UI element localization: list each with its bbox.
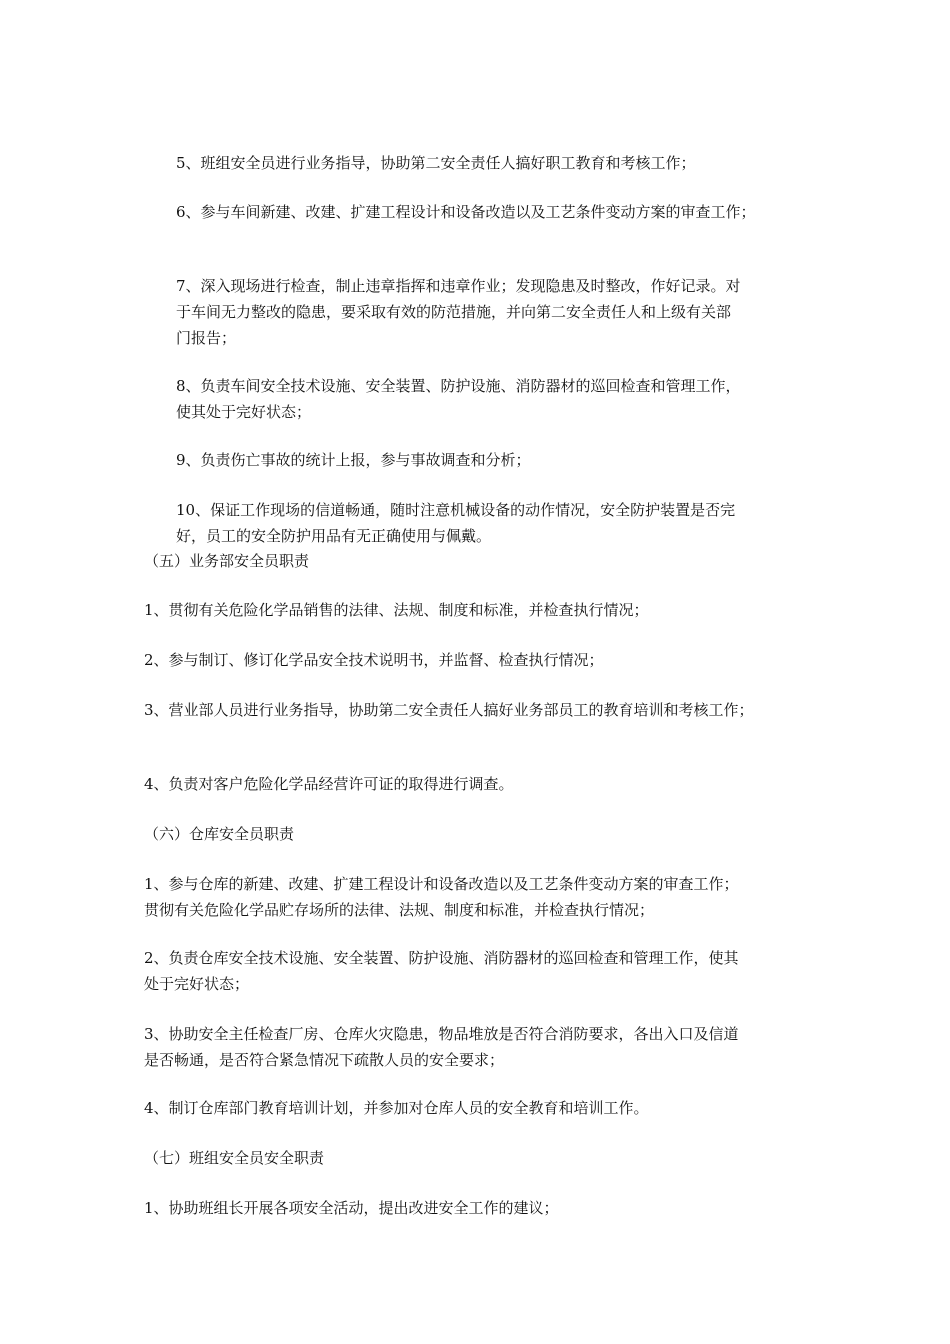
section-heading-7: （七）班组安全员安全职责 [144,1149,325,1167]
list-item-8-line-1: 8、负责车间安全技术设施、安全装置、防护设施、消防器材的巡回检查和管理工作， [176,377,741,395]
section-7-item-1: 1、协助班组长开展各项安全活动，提出改进安全工作的建议； [144,1199,559,1217]
section-heading-5: （五）业务部安全员职责 [144,552,310,570]
list-item-5: 5、班组安全员进行业务指导，协助第二安全责任人搞好职工教育和考核工作； [176,154,696,172]
section-6-item-2-line-1: 2、负责仓库安全技术设施、安全装置、防护设施、消防器材的巡回检查和管理工作，使其 [144,949,739,967]
list-item-10-line-1: 10、保证工作现场的信道畅通，随时注意机械设备的动作情况，安全防护装置是否完 [176,501,736,519]
section-5-item-3: 3、营业部人员进行业务指导，协助第二安全责任人搞好业务部员工的教育培训和考核工作； [144,701,754,719]
list-item-7-line-2: 于车间无力整改的隐患，要采取有效的防范措施，并向第二安全责任人和上级有关部 [176,303,732,321]
section-6-item-2-line-2: 处于完好状态； [144,975,250,993]
section-6-item-4: 4、制订仓库部门教育培训计划，并参加对仓库人员的安全教育和培训工作。 [144,1099,649,1117]
section-6-item-1-line-1: 1、参与仓库的新建、改建、扩建工程设计和设备改造以及工艺条件变动方案的审查工作； [144,875,739,893]
list-item-6: 6、参与车间新建、改建、扩建工程设计和设备改造以及工艺条件变动方案的审查工作； [176,203,756,221]
list-item-8-line-2: 使其处于完好状态； [176,403,312,421]
section-6-item-1-line-2: 贯彻有关危险化学品贮存场所的法律、法规、制度和标准，并检查执行情况； [144,901,655,919]
list-item-7-line-1: 7、深入现场进行检查，制止违章指挥和违章作业；发现隐患及时整改，作好记录。对 [176,277,741,295]
list-item-7-line-3: 门报告； [176,329,237,347]
section-6-item-3-line-2: 是否畅通，是否符合紧急情况下疏散人员的安全要求； [144,1051,505,1069]
list-item-9: 9、负责伤亡事故的统计上报，参与事故调查和分析； [176,451,531,469]
section-5-item-2: 2、参与制订、修订化学品安全技术说明书，并监督、检查执行情况； [144,651,604,669]
section-5-item-4: 4、负责对客户危险化学品经营许可证的取得进行调查。 [144,775,514,793]
section-heading-6: （六）仓库安全员职责 [144,825,295,843]
section-5-item-1: 1、贯彻有关危险化学品销售的法律、法规、制度和标准，并检查执行情况； [144,601,649,619]
section-6-item-3-line-1: 3、协助安全主任检查厂房、仓库火灾隐患，物品堆放是否符合消防要求，各出入口及信道 [144,1025,739,1043]
list-item-10-line-2: 好，员工的安全防护用品有无正确使用与佩戴。 [176,527,492,545]
